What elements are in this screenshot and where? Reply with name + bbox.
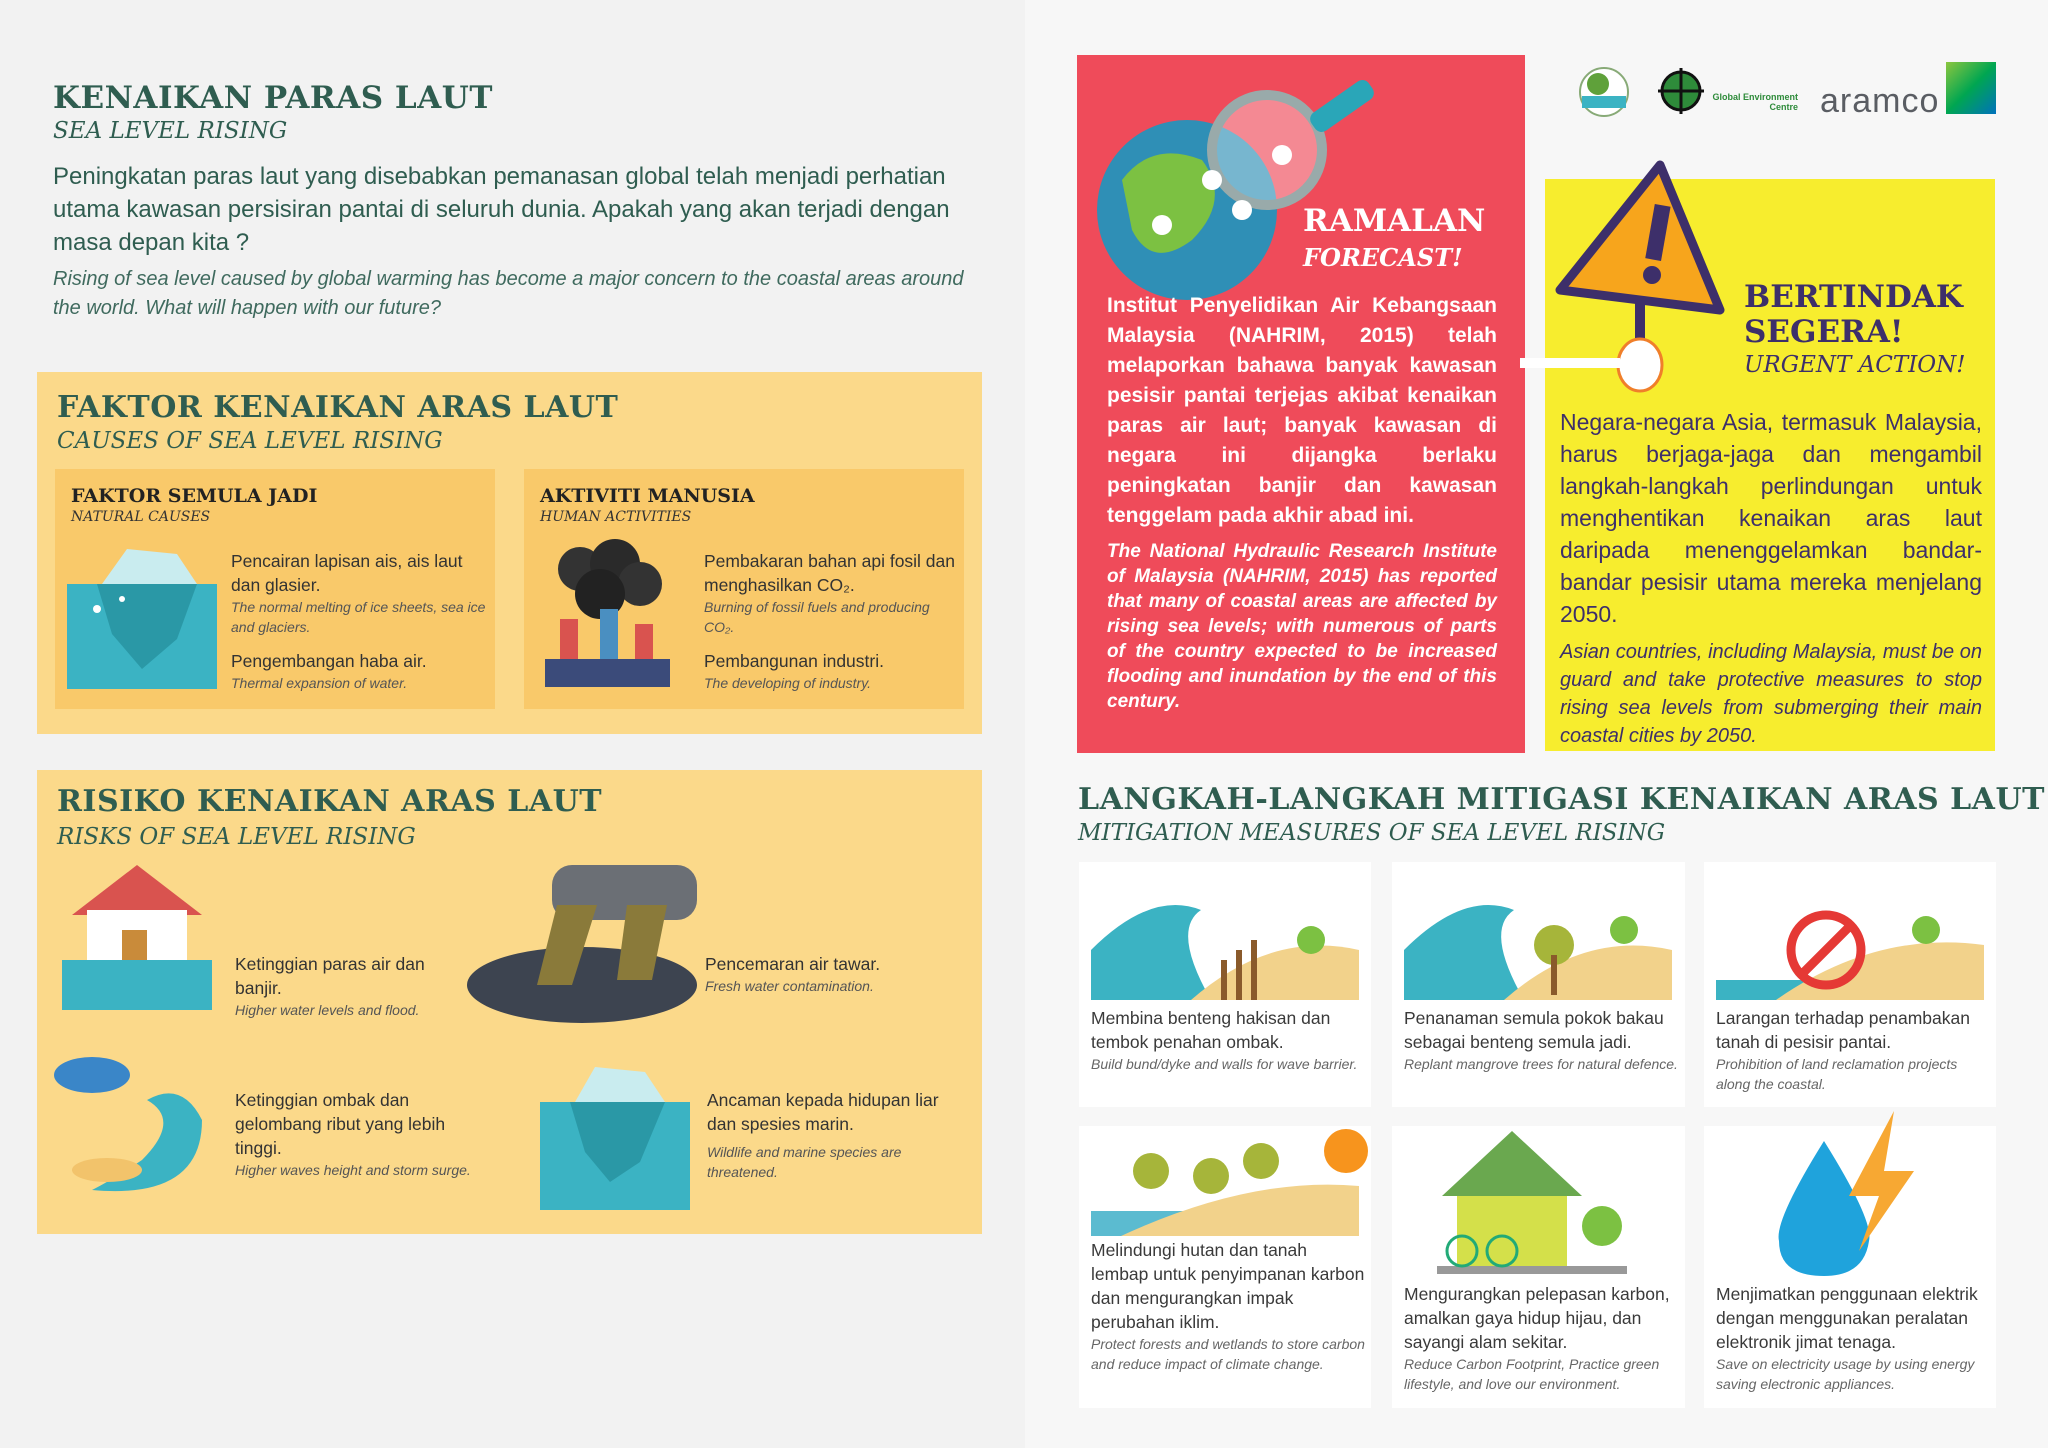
risk-1-text [235,952,475,1020]
natural-cause-1: Pencairan lapisan ais, ais laut dan glasier. [231,551,463,595]
forecast-body-en: The National Hydraulic Research Institute of Malaysia (NAHRIM, 2015) has reported that many of coastal areas are affected by rising sea levels; with numerous of parts of the country expected to be increased flooding and inundation by the end of this century. [1107,541,1497,712]
urgent-action-body-ms: Negara-negara Asia, termasuk Malaysia, harus berjaga-jaga dan mengambil langkah-langkah perlindungan untuk menghentikan kenaikan aras laut daripada menenggelamkan bandar-bandar pesisir utama mereka menjelang 2050. [1560,409,1982,627]
risk-1: Ketinggian paras air dan banjir. [235,954,425,998]
mitigation-2-en: Replant mangrove trees for natural defence. [1404,1056,1678,1072]
forecast-body-ms: Institut Penyelidikan Air Kebangsaan Malaysia (NAHRIM, 2015) telah melaporkan bahawa banyak kawasan pesisir pantai terjejas akibat kenaikan paras air laut; banyak kawasan di negara ini dijangka berlaku peningkatan banjir dan kawasan tenggelam pada akhir abad ini. [1107,294,1497,527]
mitigation-1-text: Membina benteng hakisan dan tembok penahan ombak. [1091,1008,1331,1052]
risk-4: Ancaman kepada hidupan liar dan spesies marin. [707,1090,939,1134]
mitigation-2-text: Penanaman semula pokok bakau sebagai benteng semula jadi. [1404,1008,1664,1052]
natural-causes-card [55,469,495,709]
forecast-title: RAMALAN [1303,203,1486,239]
global-environment-centre-logo-icon [1656,66,1706,116]
risk-4-en: Wildlife and marine species are threatened. [707,1144,902,1180]
mitigation-5-texts [1404,1282,1680,1394]
green-house-bicycle-icon [1432,1126,1632,1276]
mitigation-title: LANGKAH-LANGKAH MITIGASI KENAIKAN ARAS LAUT [1078,782,2045,817]
risk-4-text [707,1088,972,1182]
causes-subtitle: CAUSES OF SEA LEVEL RISING [57,428,443,454]
natural-causes-title: FAKTOR SEMULA JADI [71,485,318,507]
mangrove-forest-sun-icon [1091,1126,1371,1236]
risks-subtitle: RISKS OF SEA LEVEL RISING [57,824,416,850]
human-activities-text [704,549,959,693]
mitigation-6-en: Save on electricity usage by using energy saving electronic appliances. [1716,1356,1975,1392]
intro-body-ms: Peningkatan paras laut yang disebabkan pemanasan global telah menjadi perhatian utama kawasan persisiran pantai di seluruh dunia. Apakah yang akan terjadi dengan masa depan kita ? [53,163,950,256]
iceberg-icon [540,1062,690,1212]
risk-2-text [705,952,970,996]
mitigation-3-text: Larangan terhadap penambakan tanah di pesisir pantai. [1716,1008,1970,1052]
mitigation-card-2 [1392,862,1685,1107]
causes-section [37,372,982,734]
intro-body-en: Rising of sea level caused by global warming has become a major concern to the coastal areas around the world. What will happen with our future? [53,268,964,319]
mitigation-4-text: Melindungi hutan dan tanah lembap untuk penyimpanan karbon dan mengurangkan impak perubahan iklim. [1091,1240,1365,1332]
forecast-subtitle: FORECAST! [1303,243,1463,272]
human-activities-subtitle: HUMAN ACTIVITIES [540,509,692,525]
forecast-text [1107,291,1497,714]
mitigation-5-text: Mengurangkan pelepasan karbon, amalkan gaya hidup hijau, dan sayangi alam sekitar. [1404,1284,1670,1352]
risk-2-en: Fresh water contamination. [705,978,874,994]
mangrove-replant-icon [1404,890,1672,1000]
human-cause-2-en: The developing of industry. [704,675,872,691]
mitigation-card-5 [1392,1126,1685,1408]
mitigation-subtitle: MITIGATION MEASURES OF SEA LEVEL RISING [1078,820,1666,846]
wave-barrier-icon [1091,890,1359,1000]
urgent-action-subtitle: URGENT ACTION! [1744,352,1966,378]
intro-title: KENAIKAN PARAS LAUT [53,80,493,116]
flooded-house-icon [62,860,212,1010]
aramco-logo-mark-icon [1946,62,1996,114]
intro-subtitle: SEA LEVEL RISING [53,118,288,144]
risk-3: Ketinggian ombak dan gelombang ribut yang lebih tinggi. [235,1090,446,1158]
aramco-logo: aramco [1820,82,1940,120]
intro-text [53,160,983,323]
risk-3-text [235,1088,490,1180]
storm-wave-icon [52,1050,222,1200]
natural-cause-2: Pengembangan haba air. [231,651,427,671]
mitigation-card-3 [1704,862,1996,1107]
forecast-panel [1077,55,1525,753]
urgent-action-body-en: Asian countries, including Malaysia, must be on guard and take protective measures to stop rising sea levels from submerging their main coastal cities by 2050. [1560,641,1982,747]
global-environment-centre-logo: Global Environment Centre [1712,92,1798,112]
mitigation-card-6 [1704,1126,1996,1408]
mitigation-4-en: Protect forests and wetlands to store carbon and reduce impact of climate change. [1091,1336,1365,1372]
mitigation-6-texts [1716,1282,1992,1394]
mitigation-1-en: Build bund/dyke and walls for wave barrier. [1091,1056,1358,1072]
globe-magnifier-icon [1092,70,1382,310]
human-cause-1: Pembakaran bahan api fosil dan menghasilkan CO₂. [704,551,956,595]
risks-section [37,770,982,1234]
polluting-pipe-icon [462,855,702,1030]
partner-logo-emblem [1578,66,1630,118]
human-activities-card [524,469,964,709]
human-cause-2: Pembangunan industri. [704,651,884,671]
risk-2: Pencemaran air tawar. [705,954,881,974]
natural-causes-text [231,549,486,693]
mitigation-1-texts [1091,1006,1366,1074]
causes-title: FAKTOR KENAIKAN ARAS LAUT [57,390,619,425]
urgent-action-title: BERTINDAK SEGERA! [1744,279,1963,350]
mitigation-3-texts [1716,1006,1992,1094]
mitigation-6-text: Menjimatkan penggunaan elektrik dengan menggunakan peralatan elektronik jimat tenaga. [1716,1284,1978,1352]
natural-cause-1-en: The normal melting of ice sheets, sea ice and glaciers. [231,599,486,635]
natural-cause-2-en: Thermal expansion of water. [231,675,408,691]
natural-causes-subtitle: NATURAL CAUSES [71,509,211,525]
water-drop-lightning-icon [1754,1111,1954,1276]
mitigation-5-en: Reduce Carbon Footprint, Practice green lifestyle, and love our environment. [1404,1356,1660,1392]
warning-sign-hand-icon [1520,150,1730,400]
human-activities-title: AKTIVITI MANUSIA [540,485,755,507]
human-cause-1-en: Burning of fossil fuels and producing CO₂. [704,599,930,635]
mitigation-card-4 [1079,1126,1371,1408]
melting-iceberg-icon [67,539,217,689]
mitigation-3-en: Prohibition of land reclamation projects along the coastal. [1716,1056,1958,1092]
factory-smoke-icon [540,539,680,689]
mitigation-2-texts [1404,1006,1680,1074]
urgent-action-heading [1744,280,1989,378]
mitigation-card-1 [1079,862,1371,1107]
urgent-action-text [1560,406,1982,750]
risks-title: RISIKO KENAIKAN ARAS LAUT [57,784,603,819]
no-reclamation-icon [1716,890,1984,1000]
risk-1-en: Higher water levels and flood. [235,1002,420,1018]
risk-3-en: Higher waves height and storm surge. [235,1162,471,1178]
mitigation-4-texts [1091,1238,1367,1374]
